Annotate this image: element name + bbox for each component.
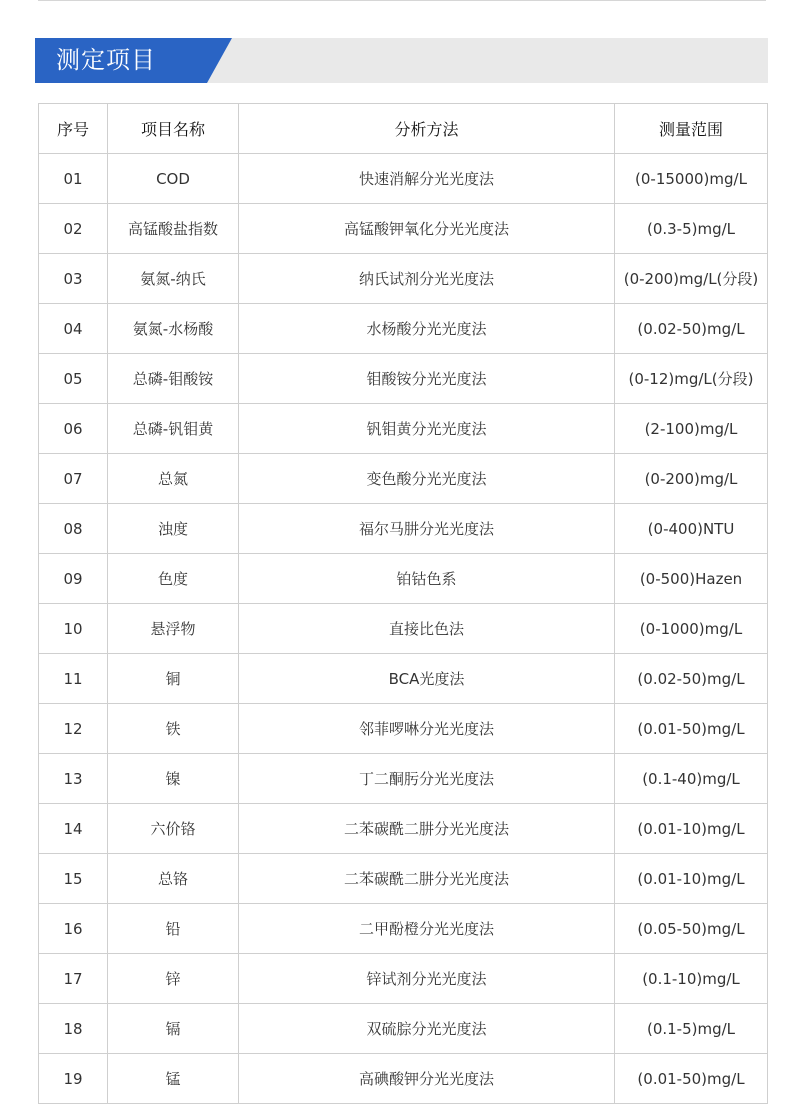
- cell-index: 09: [39, 554, 108, 604]
- table-row: [39, 1054, 768, 1104]
- cell-range: (0-500)Hazen: [615, 554, 768, 604]
- cell-method: BCA光度法: [239, 654, 615, 704]
- cell-range: (2-100)mg/L: [615, 404, 768, 454]
- cell-index: 18: [39, 1004, 108, 1054]
- table-header-row: [39, 104, 768, 154]
- table-row: [39, 1004, 768, 1054]
- cell-item-name: 总铬: [108, 854, 239, 904]
- cell-range: (0-15000)mg/L: [615, 154, 768, 204]
- header-method: 分析方法: [239, 104, 615, 154]
- cell-method: 变色酸分光光度法: [239, 454, 615, 504]
- cell-method: 快速消解分光光度法: [239, 154, 615, 204]
- cell-item-name: 浊度: [108, 504, 239, 554]
- cell-index: 03: [39, 254, 108, 304]
- cell-index: 13: [39, 754, 108, 804]
- table-row: [39, 454, 768, 504]
- cell-item-name: 镉: [108, 1004, 239, 1054]
- cell-item-name: 高锰酸盐指数: [108, 204, 239, 254]
- cell-item-name: 锰: [108, 1054, 239, 1104]
- cell-item-name: 氨氮-纳氏: [108, 254, 239, 304]
- table-row: [39, 854, 768, 904]
- cell-range: (0-400)NTU: [615, 504, 768, 554]
- cell-method: 锌试剂分光光度法: [239, 954, 615, 1004]
- cell-range: (0.01-50)mg/L: [615, 1054, 768, 1104]
- cell-item-name: 总氮: [108, 454, 239, 504]
- cell-index: 19: [39, 1054, 108, 1104]
- table-row: [39, 404, 768, 454]
- table-row: [39, 754, 768, 804]
- cell-method: 钼酸铵分光光度法: [239, 354, 615, 404]
- table-row: [39, 904, 768, 954]
- cell-method: 水杨酸分光光度法: [239, 304, 615, 354]
- cell-item-name: 悬浮物: [108, 604, 239, 654]
- cell-item-name: 铅: [108, 904, 239, 954]
- cell-item-name: 镍: [108, 754, 239, 804]
- cell-index: 01: [39, 154, 108, 204]
- cell-method: 直接比色法: [239, 604, 615, 654]
- table-row: [39, 654, 768, 704]
- cell-index: 11: [39, 654, 108, 704]
- table-row: [39, 204, 768, 254]
- cell-range: (0-200)mg/L: [615, 454, 768, 504]
- table-row: [39, 254, 768, 304]
- cell-index: 16: [39, 904, 108, 954]
- cell-method: 钒钼黄分光光度法: [239, 404, 615, 454]
- cell-method: 邻菲啰啉分光光度法: [239, 704, 615, 754]
- cell-method: 双硫腙分光光度法: [239, 1004, 615, 1054]
- cell-range: (0.05-50)mg/L: [615, 904, 768, 954]
- cell-index: 10: [39, 604, 108, 654]
- cell-index: 15: [39, 854, 108, 904]
- cell-range: (0.1-40)mg/L: [615, 754, 768, 804]
- cell-index: 14: [39, 804, 108, 854]
- cell-item-name: 锌: [108, 954, 239, 1004]
- cell-index: 12: [39, 704, 108, 754]
- table-row: [39, 504, 768, 554]
- cell-range: (0.01-10)mg/L: [615, 804, 768, 854]
- cell-range: (0.1-5)mg/L: [615, 1004, 768, 1054]
- table-row: [39, 954, 768, 1004]
- header-range: 测量范围: [615, 104, 768, 154]
- table-row: [39, 804, 768, 854]
- cell-range: (0.1-10)mg/L: [615, 954, 768, 1004]
- header-item-name: 项目名称: [108, 104, 239, 154]
- cell-method: 二苯碳酰二肼分光光度法: [239, 854, 615, 904]
- table-row: [39, 704, 768, 754]
- cell-range: (0-1000)mg/L: [615, 604, 768, 654]
- cell-index: 08: [39, 504, 108, 554]
- measurement-table: [38, 103, 768, 1104]
- header-index: 序号: [39, 104, 108, 154]
- table-row: [39, 354, 768, 404]
- top-divider: [38, 0, 766, 1]
- cell-item-name: 铁: [108, 704, 239, 754]
- section-banner: [35, 38, 768, 83]
- cell-range: (0-200)mg/L(分段): [615, 254, 768, 304]
- cell-index: 04: [39, 304, 108, 354]
- cell-item-name: 总磷-钒钼黄: [108, 404, 239, 454]
- cell-index: 06: [39, 404, 108, 454]
- cell-index: 05: [39, 354, 108, 404]
- cell-range: (0.3-5)mg/L: [615, 204, 768, 254]
- table-row: [39, 554, 768, 604]
- section-title: 测定项目: [56, 46, 156, 74]
- cell-range: (0-12)mg/L(分段): [615, 354, 768, 404]
- cell-index: 07: [39, 454, 108, 504]
- cell-method: 二甲酚橙分光光度法: [239, 904, 615, 954]
- table-row: [39, 304, 768, 354]
- table-row: [39, 604, 768, 654]
- cell-method: 丁二酮肟分光光度法: [239, 754, 615, 804]
- cell-index: 17: [39, 954, 108, 1004]
- cell-item-name: COD: [108, 154, 239, 204]
- cell-range: (0.02-50)mg/L: [615, 304, 768, 354]
- cell-method: 高锰酸钾氧化分光光度法: [239, 204, 615, 254]
- cell-range: (0.02-50)mg/L: [615, 654, 768, 704]
- cell-item-name: 色度: [108, 554, 239, 604]
- cell-method: 福尔马肼分光光度法: [239, 504, 615, 554]
- cell-method: 高碘酸钾分光光度法: [239, 1054, 615, 1104]
- cell-method: 纳氏试剂分光光度法: [239, 254, 615, 304]
- cell-item-name: 总磷-钼酸铵: [108, 354, 239, 404]
- cell-item-name: 铜: [108, 654, 239, 704]
- cell-item-name: 氨氮-水杨酸: [108, 304, 239, 354]
- table-row: [39, 154, 768, 204]
- cell-method: 二苯碳酰二肼分光光度法: [239, 804, 615, 854]
- cell-range: (0.01-50)mg/L: [615, 704, 768, 754]
- cell-index: 02: [39, 204, 108, 254]
- cell-method: 铂钴色系: [239, 554, 615, 604]
- cell-item-name: 六价铬: [108, 804, 239, 854]
- cell-range: (0.01-10)mg/L: [615, 854, 768, 904]
